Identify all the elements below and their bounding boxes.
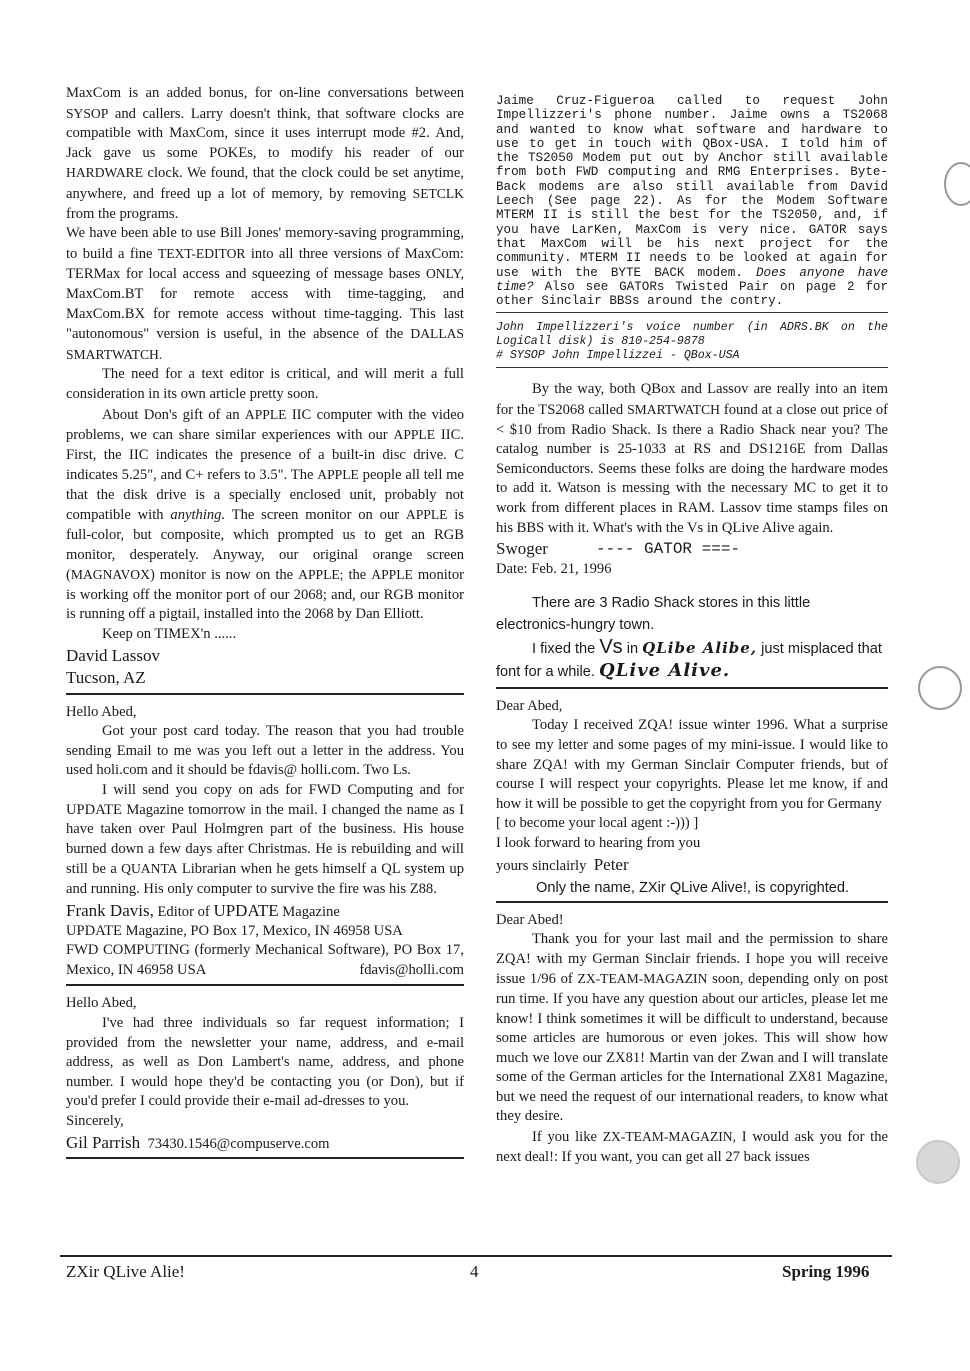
davis-address-2: FWD COMPUTING (formerly Mechanical Software), PO Box 17, Mexico, IN 46958 USA [66,942,464,978]
section-divider [496,312,888,313]
swoger-note-2: I fixed the Vs in QLibe Alibe, just misplaced that font for a while. QLive Alive. [496,635,882,681]
section-divider [496,687,888,689]
lassov-paragraph-1: MaxCom is an added bonus, for on-line conversations between SYSOP and callers. Larry doesn't think, that software clocks are compatible with MaxCom, since it uses interrupt mode #2. And, Jack gave us some POKEs, to modify his reader of our HARDWARE clock. We found, that the clock could be set anytime, anywhere, and freed up a lot of memory, by removing SETCLK from the programs. [66,85,464,222]
right-column [496,84,888,1167]
binder-hole-mark [918,666,962,710]
section-divider [66,1157,464,1159]
davis-signature: Frank Davis, Editor of UPDATE Magazine [66,900,340,920]
zx-team-greeting: Dear Abed! [496,911,564,928]
copyright-note: Only the name, ZXir QLive Alive!, is copyrighted. [536,879,850,896]
peter-paragraph-1: Today I received ZQA! issue winter 1996. What a surprise to see my letter and some pages of my mini-issue. I would like to share ZQA! with my German Sinclair Computer friends, but of course I will respect your copyrights. Please let me know, if and how it will be possible to get the copyright from you for Germany [496,717,888,812]
davis-paragraph-2: I will send you copy on ads for FWD Computing and for UPDATE Magazine tomorrow in the mail. I changed the name as I have taken over Paul Holmgren part of the business. His house burned down a few days after Christmas. He is rebuilding and will still be a QUANTA Librarian when he gets himself a QL system up and running. His only computer to survive the fire was his Z88. [66,782,464,897]
typed-note: Jaime Cruz-Figueroa called to request John Impellizzeri's phone number. Jaime owns a TS2068 and wanted to know what software and hardware to use to get in touch with QBox-USA. I told him of the TS2050 Modem put out by Anchor still available from both FWD computing and RMG Enterprises. Byte-Back modems are also still available from David Leech (See page 22). As for the Modem Software MTERM II is still the best for the TS2050, and, if you have LarKen, MaxCom is very nice. GATOR says that MaxCom will be his next project for the community. MTERM II needs to be looked at again for use with the BYTE BACK modem. Does anyone have time? Also see GATORs Twisted Pair on page 2 for other Sinclair BBSs around the contry. [496,94,889,309]
lassov-closing: Keep on TIMEX'n ...... [102,626,237,643]
davis-address-1: UPDATE Magazine, PO Box 17, Mexico, IN 46958 USA [66,922,403,939]
lassov-paragraph-3: The need for a text editor is critical, and will merit a full consideration in its own article pretty soon. [66,366,464,402]
peter-line-3: I look forward to hearing from you [496,834,701,851]
binder-hole-mark [916,1140,960,1184]
section-divider [496,901,888,903]
peter-line-2: [ to become your local agent :-))) ] [496,815,699,832]
lassov-paragraph-4: About Don's gift of an APPLE IIC computer with the video problems, we can share similar experiences with our APPLE IIC. First, the IIC indicates the presence of a built-in disc drive. C indicates 5.25", and C+ refers to 3.5". The APPLE people all tell me that the disk drive is a specially enclosed unit, probably not compatible with anything. The screen monitor on our APPLE is full-color, but composite, which prompted us to get an RGB monitor, desperately. Anyway, our original orange screen (MAGNAVOX) monitor is now on the APPLE; the APPLE monitor is working off the monitor port of our 2068; and, our RGB monitor is running off a pigtail, installed into the 2068 by Dan Elliott. [66,406,465,623]
parrish-paragraph-1: I've had three individuals so far request information; I provided from the newsletter your name, address, and e-mail address, as well as Don Lambert's name, address, and phone number. I would hope they'd be contacting you (or Don), but if you'd prefer I could provide their e-mail ad-dresses to you. [66,1014,464,1110]
footer-page-number: 4 [470,1262,479,1281]
peter-signature: yours sinclairly Peter [496,854,629,874]
left-column [66,84,464,1167]
zx-team-paragraph-1: Thank you for your last mail and the permission to share ZQA! with my German Sinclair friends. I hope you will receive issue 1/96 of ZX-TEAM-MAGAZIN soon, depending only on post run time. If you have any question about our articles, please let me know! I think sometimes it will be difficult to understand, because some articles are humorous or even jokes. This will show how much we love our ZX81! Martin van der Zwan and I will translate some of the German articles for the International ZX81 Magazine, but we need the request of our international readers, to know what they desire. [496,931,888,1125]
peter-greeting: Dear Abed, [496,697,563,714]
zx-team-paragraph-2: If you like ZX-TEAM-MAGAZIN, I would ask you for the next deal!: If you want, you can get all 27 back issues [496,1129,889,1165]
section-divider [66,693,464,695]
lassov-paragraph-2: We have been able to use Bill Jones' memory-saving programming, to build a fine TEXT-EDITOR into all three versions of MaxCom: TERMax for local access and squeezing of message bases ONLY, MaxCom.BT for remote access with time-tagging, and MaxCom.BX for remote access without time-tagging. This last "autonomous" version is useful, in the absence of the DALLAS SMARTWATCH. [66,225,465,362]
davis-greeting: Hello Abed, [66,703,137,720]
lassov-signature-name: David Lassov [66,645,160,665]
parrish-closing: Sincerely, [66,1112,124,1129]
gator-paragraph-1: By the way, both QBox and Lassov are really into an item for the TS2068 called SMARTWATCH found at a close out price of < $10 from Radio Shack. Is there a Radio Shack near you? The catalog number is 25-1033 at RS and DS1216E from Dallas Semiconductors. Seems these folks are doing the hardware modes to add it. Watson is messing with the necessary MC to get it to work from different places in RAM. Lassov time stamps files on his BBS with it. What's with the Vs in QLive Alive again. [496,381,889,536]
footer-issue: Spring 1996 [782,1262,870,1281]
footer-rule [60,1255,892,1257]
parrish-greeting: Hello Abed, [66,995,137,1012]
section-divider [66,984,464,986]
davis-paragraph-1: Got your post card today. The reason that you had trouble sending Email to me was you left out a letter in the address. You used holi.com and it should be fdavis@ holli.com. Two Ls. [66,723,464,779]
footer-publication: ZXir QLive Alie! [66,1262,185,1281]
gator-date: Date: Feb. 21, 1996 [496,561,612,578]
swoger-note-1: There are 3 Radio Shack stores in this little electronics-hungry town. [496,594,811,633]
parrish-signature: Gil Parrish 73430.1546@compuserve.com [66,1132,330,1152]
section-divider [496,367,888,368]
binder-hole-mark [944,162,970,206]
typed-contact: John Impellizzeri's voice number (in ADRS.BK on the LogiCall disk) is 810-254-9878 # SYSOP John Impellizzei - QBox-USA [496,321,888,363]
gator-signature: Swoger ---- GATOR ===- [496,539,741,559]
davis-email: fdavis@holli.com [359,961,464,978]
lassov-signature-city: Tucson, AZ [66,667,146,687]
